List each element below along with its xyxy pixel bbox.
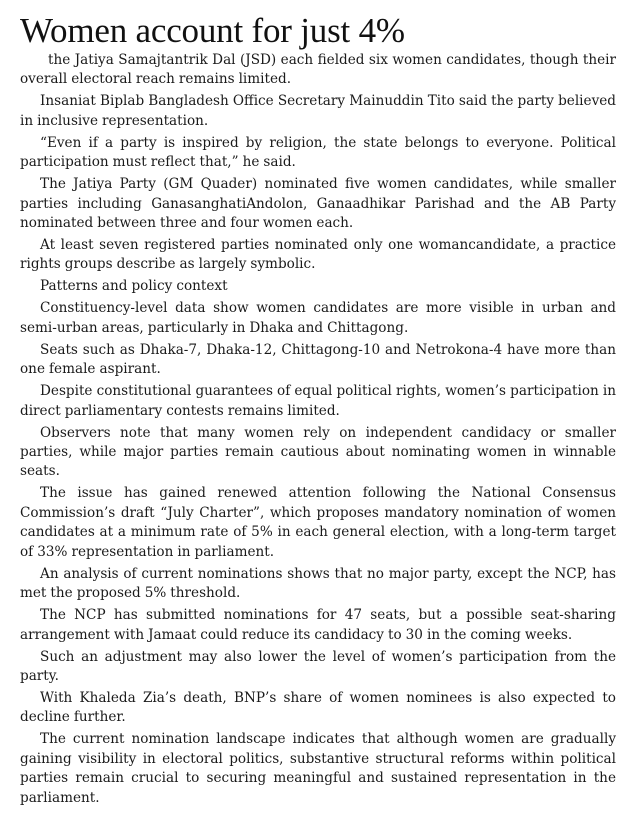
- paragraph: the Jatiya Samajtantrik Dal (JSD) each fielded six women candidates, though their overall electoral reach remains limited.: [20, 52, 616, 88]
- paragraph: The NCP has submitted nominations for 47 seats, but a possible seat-sharing arrangement with Jamaat could reduce its candidacy to 30 in the coming weeks.: [20, 607, 616, 643]
- paragraph: Insaniat Biplab Bangladesh Office Secretary Mainuddin Tito said the party believed in inclusive representation.: [20, 93, 616, 129]
- paragraph: The issue has gained renewed attention following the National Consensus Commission’s draft “July Charter”, which proposes mandatory nomination of women candidates at a minimum rate of 5% in each general election, with a long-term target of 33% representation in parliament.: [20, 485, 616, 560]
- paragraph: Constituency-level data show women candidates are more visible in urban and semi-urban areas, particularly in Dhaka and Chittagong.: [20, 300, 616, 336]
- paragraph: Observers note that many women rely on independent candidacy or smaller parties, while major parties remain cautious about nominating women in winnable seats.: [20, 424, 616, 480]
- paragraph: “Even if a party is inspired by religion, the state belongs to everyone. Political participation must reflect that,” he said.: [20, 134, 616, 171]
- news-article: [20, 12, 616, 811]
- paragraph: At least seven registered parties nominated only one womancandidate, a practice rights groups describe as largely symbolic.: [20, 237, 616, 273]
- paragraph: An analysis of current nominations shows that no major party, except the NCP, has met the proposed 5% threshold.: [20, 565, 616, 602]
- headline: Women account for just 4%: [20, 11, 405, 50]
- paragraph: Despite constitutional guarantees of equal political rights, women’s participation in direct parliamentary contests remains limited.: [20, 383, 616, 419]
- paragraph: Such an adjustment may also lower the level of women’s participation from the party.: [20, 648, 616, 684]
- section-subheading: Patterns and policy context: [40, 278, 228, 295]
- paragraph: The current nomination landscape indicates that although women are gradually gaining visibility in electoral politics, substantive structural reforms within political parties remain crucial to securing meaningful and sustained representation in the parliament.: [20, 731, 616, 806]
- paragraph: The Jatiya Party (GM Quader) nominated five women candidates, while smaller parties including GanasanghatiAndolon, Ganaadhikar Parishad and the AB Party nominated between three and four women each.: [20, 176, 616, 232]
- paragraph: With Khaleda Zia’s death, BNP’s share of women nominees is also expected to decline further.: [20, 689, 616, 726]
- paragraph: Seats such as Dhaka-7, Dhaka-12, Chittagong-10 and Netrokona-4 have more than one female aspirant.: [20, 341, 616, 378]
